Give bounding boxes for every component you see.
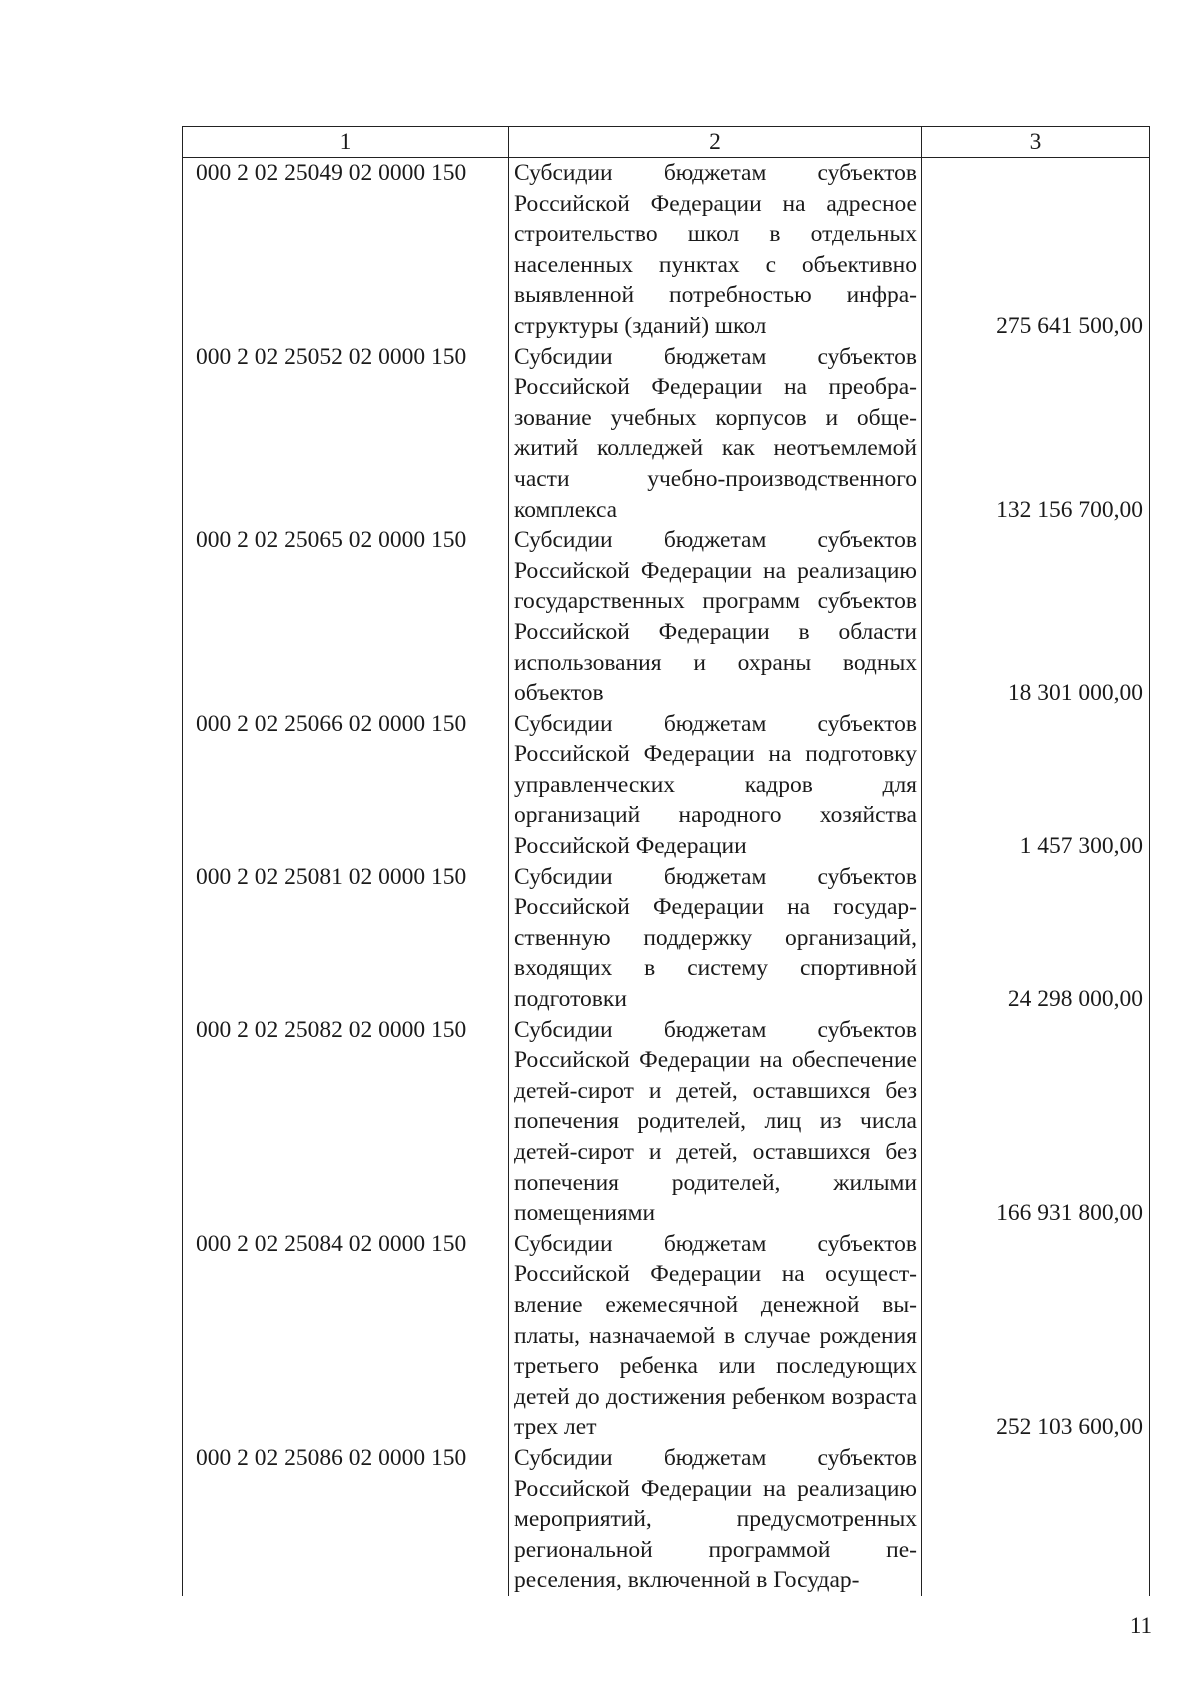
budget-code-cell: 000 2 02 25084 02 0000 150 (183, 1229, 509, 1443)
table-header (183, 127, 1150, 158)
table-row (183, 709, 1150, 862)
table-row (183, 158, 1150, 342)
description-cell: Субсидии бюджетам субъектов Российской Федерации на обеспечение детей-сирот и детей, оставшихся без попечения родителей, лиц из числа детей-сирот и детей, оставшихся без попечения родителей, жилыми помещениями (509, 1015, 922, 1229)
amount-cell: 18 301 000,00 (922, 525, 1150, 709)
budget-code-cell: 000 2 02 25066 02 0000 150 (183, 709, 509, 862)
amount-cell: 166 931 800,00 (922, 1015, 1150, 1229)
table-body (183, 158, 1150, 1596)
header-row (183, 127, 1150, 158)
table-row (183, 1015, 1150, 1229)
description-cell: Субсидии бюджетам субъектов Российской Федерации на осуществление ежемесячной денежной выплаты, назначаемой в случае рождения третьего ребенка или последующих детей до достижения ребенком возраста трех лет (509, 1229, 922, 1443)
page-number: 11 (1129, 1613, 1152, 1638)
table-row (183, 525, 1150, 709)
description-cell: Субсидии бюджетам субъектов Российской Федерации на реализацию мероприятий, предусмотренных региональной программой переселения, включенной в Государ- (509, 1443, 922, 1596)
header-col-1: 1 (183, 127, 509, 158)
amount-cell (922, 1443, 1150, 1596)
description-cell: Субсидии бюджетам субъектов Российской Федерации на подготовку управленческих кадров для организаций народного хозяйства Российской Федерации (509, 709, 922, 862)
budget-code-cell: 000 2 02 25049 02 0000 150 (183, 158, 509, 342)
budget-code-cell: 000 2 02 25081 02 0000 150 (183, 862, 509, 1015)
amount-cell: 1 457 300,00 (922, 709, 1150, 862)
description-cell: Субсидии бюджетам субъектов Российской Федерации на реализацию государственных программ субъектов Российской Федерации в области использования и охраны водных объектов (509, 525, 922, 709)
budget-table (182, 126, 1150, 1596)
description-cell: Субсидии бюджетам субъектов Российской Федерации на государственную поддержку организаций, входящих в систему спортивной подготовки (509, 862, 922, 1015)
header-col-3: 3 (922, 127, 1150, 158)
amount-cell: 132 156 700,00 (922, 342, 1150, 526)
table-row (183, 862, 1150, 1015)
amount-cell: 252 103 600,00 (922, 1229, 1150, 1443)
budget-code-cell: 000 2 02 25082 02 0000 150 (183, 1015, 509, 1229)
amount-cell: 275 641 500,00 (922, 158, 1150, 342)
table-row (183, 342, 1150, 526)
table-row (183, 1443, 1150, 1596)
table-row (183, 1229, 1150, 1443)
description-cell: Субсидии бюджетам субъектов Российской Федерации на адресное строительство школ в отдельных населенных пунктах с объективно выявленной потребностью инфраструктуры (зданий) школ (509, 158, 922, 342)
description-cell: Субсидии бюджетам субъектов Российской Федерации на преобразование учебных корпусов и общежитий колледжей как неотъемлемой части учебно-производственного комплекса (509, 342, 922, 526)
header-col-2: 2 (509, 127, 922, 158)
amount-cell: 24 298 000,00 (922, 862, 1150, 1015)
budget-code-cell: 000 2 02 25086 02 0000 150 (183, 1443, 509, 1596)
budget-code-cell: 000 2 02 25052 02 0000 150 (183, 342, 509, 526)
budget-code-cell: 000 2 02 25065 02 0000 150 (183, 525, 509, 709)
